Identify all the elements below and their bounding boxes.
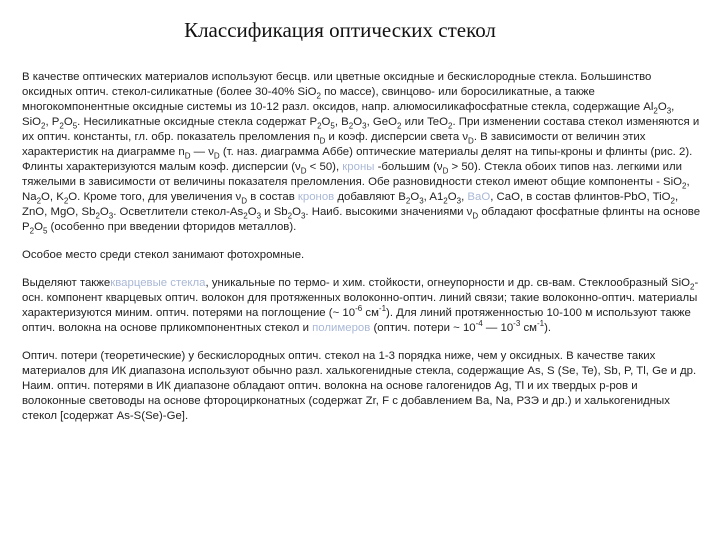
link-bao[interactable]: BaO <box>467 191 491 203</box>
document-body <box>22 70 702 437</box>
page-title: Классификация оптических стекол <box>184 18 496 42</box>
link-kronov[interactable]: кронов <box>297 191 335 203</box>
paragraph-quartz: Выделяют такжекварцевые стекла, уникальные по термо- и хим. стойкости, огнеупорности и др. св-вам. Стеклообразный SiO$_2$-осн. компонент кварцевых оптич. волокон для протяженных волоконно-оптич. линий связи; такие волоконно-оптич. материалы характеризуются миним. оптич. потерями на поглощение (~ $10^{-6}$ $см^{-1}$). Для линий протяженностью 10-100 м используют также оптич. волокна на основе прликомпонентных стекол и полимеров (оптич. потери ~ $10^{-4}$ — $10^{-3}$ $см^{-1}$). <box>22 277 699 334</box>
link-quartz-glass[interactable]: кварцевые стекла <box>110 277 206 289</box>
paragraph-optical-losses: Оптич. потери (теоретические) у бескислородных оптич. стекол на 1-3 порядка ниже, чем у оксидных. В качестве таких материалов для ИК диапазона используют обычно разл. халькогенидные стекла, содержащие As, S (Se, Te), Sb, P, Tl, Ge и др. Наим. оптич. потерями в ИК диапазоне обладают оптич. волокна на основе галогенидов Ag, Tl и их твердых р-ров и волоконные световоды на основе фтороцирконатных (содержат Zr, F с добавлением Ba, Na, РЗЭ и др.) и халькогенидных стекол [содержат As-S(Se)-Ge]. <box>22 350 697 422</box>
link-krony[interactable]: кроны <box>342 161 375 173</box>
paragraph-composition: В качестве оптических материалов используют бесцв. или цветные оксидные и бескислородные стекла. Большинство оксидных оптич. стекол-силикатные (более 30-40% SiO$_2$ по массе), свинцово- или боросиликатные, а также многокомпонентные оксидные системы из 10-12 разл. оксидов, напр. алюмосиликафосфатные стекла, содержащие $Al_2O_3$, SiO$_2$, $P_2O_5$. Несиликатные оксидные стекла содержат $P_2O_5$, $B_2O_3$, GeO$_2$ или TeO$_2$. При изменении состава стекол изменяются и их оптич. константы, гл. обр. показатель преломления $n_D$ и коэф. дисперсии света $\nu_D$. В зависимости от величин этих характеристик на диаграмме $n_D$ — $\nu_D$ (т. наз. диаграмма Аббе) оптические материалы делят на типы-кроны и флинты (рис. 2). Флинты характеризуются малым коэф. дисперсии $(\nu_D < 50)$, кроны -большим $(\nu_D > 50)$. Стекла обоих типов наз. легкими или тяжелыми в зависимости от величины показателя преломления. Обе разновидности стекол имеют общие компоненты - SiO$_2$, $Na_2O$, $K_2O$. Кроме того, для увеличения $\nu_D$ в состав кронов добавляют $B_2O_3$, $A1_2O_3$, BaO, CaO, в состав флинтов-PbO, TiO$_2$, ZnO, MgO, $Sb_2O_3$. Осветлители стекол-$As_2O_3$ и $Sb_2O_3$. Наиб. высокими значениями $\nu_D$ обладают фосфатные флинты на основе $P_2O_5$ (особенно при введении фторидов металлов). <box>22 71 701 236</box>
link-polymers[interactable]: полимеров <box>312 322 371 334</box>
paragraph-photochromic: Особое место среди стекол занимают фотохромные. <box>22 249 305 261</box>
